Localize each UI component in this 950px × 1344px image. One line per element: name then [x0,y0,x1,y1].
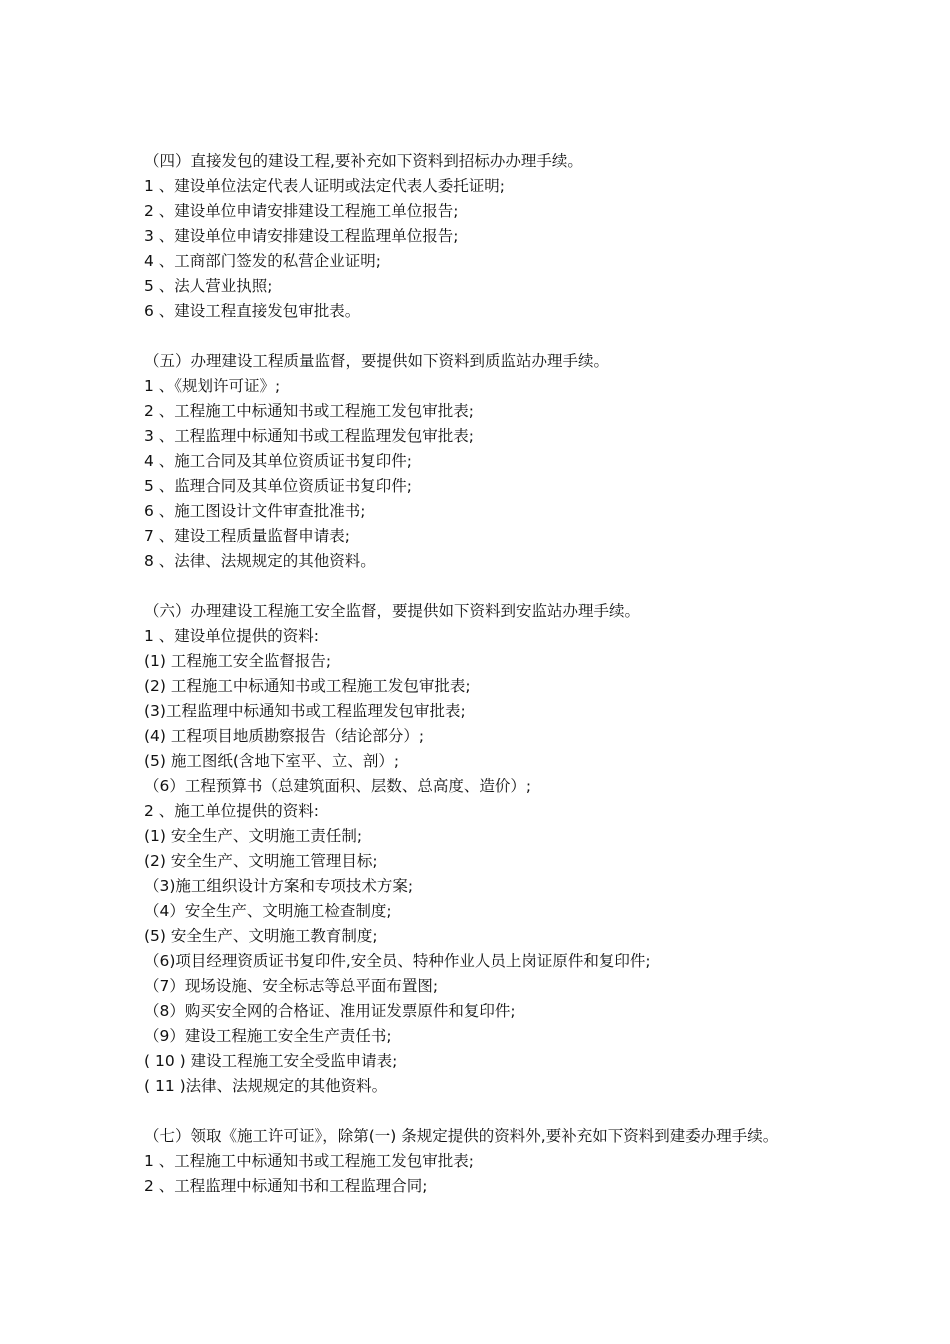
paragraph-gap [144,574,824,599]
list-item: （8）购买安全网的合格证、准用证发票原件和复印件; [144,1002,516,1020]
list-item: ( 10 ) 建设工程施工安全受监申请表; [144,1052,398,1070]
list-item: 1 、《规划许可证》; [144,377,281,395]
list-item: 3 、建设单位申请安排建设工程监理单位报告; [144,227,459,245]
section-heading-4: （四）直接发包的建设工程,要补充如下资料到招标办办理手续。 [144,152,583,170]
list-item: 2 、工程监理中标通知书和工程监理合同; [144,1177,428,1195]
list-item: （6)项目经理资质证书复印件,安全员、特种作业人员上岗证原件和复印件; [144,952,651,970]
list-item: （6）工程预算书（总建筑面积、层数、总高度、造价）; [144,777,532,795]
list-item: (4) 工程项目地质勘察报告（结论部分）; [144,727,425,745]
section-heading-5: （五）办理建设工程质量监督，要提供如下资料到质监站办理手续。 [144,352,610,370]
list-item: (1) 工程施工安全监督报告; [144,652,332,670]
list-item: 2 、建设单位申请安排建设工程施工单位报告; [144,202,459,220]
list-item: 5 、监理合同及其单位资质证书复印件; [144,477,413,495]
list-item: 4 、施工合同及其单位资质证书复印件; [144,452,413,470]
list-item: 3 、工程监理中标通知书或工程监理发包审批表; [144,427,475,445]
list-item: ( 11 )法律、法规规定的其他资料。 [144,1077,388,1095]
list-item: (3)工程监理中标通知书或工程监理发包审批表; [144,702,466,720]
document-body [144,149,824,1199]
section-heading-7: （七）领取《施工许可证》，除第(一) 条规定提供的资料外,要补充如下资料到建委办理手续。 [144,1127,779,1145]
list-item: 8 、法律、法规规定的其他资料。 [144,552,376,570]
list-item: （4）安全生产、文明施工检查制度; [144,902,392,920]
list-item: 2 、工程施工中标通知书或工程施工发包审批表; [144,402,475,420]
list-item: 4 、工商部门签发的私营企业证明; [144,252,382,270]
list-item: 7 、建设工程质量监督申请表; [144,527,351,545]
list-item: (5) 安全生产、文明施工教育制度; [144,927,378,945]
list-item: 1 、建设单位提供的资料: [144,627,320,645]
paragraph-gap [144,324,824,349]
list-item: （7）现场设施、安全标志等总平面布置图; [144,977,439,995]
list-item: （9）建设工程施工安全生产责任书; [144,1027,392,1045]
list-item: 2 、施工单位提供的资料: [144,802,320,820]
list-item: 1 、工程施工中标通知书或工程施工发包审批表; [144,1152,475,1170]
section-heading-6: （六）办理建设工程施工安全监督，要提供如下资料到安监站办理手续。 [144,602,641,620]
list-item: （3)施工组织设计方案和专项技术方案; [144,877,414,895]
list-item: 5 、法人营业执照; [144,277,273,295]
list-item: (2) 安全生产、文明施工管理目标; [144,852,378,870]
list-item: 6 、建设工程直接发包审批表。 [144,302,361,320]
list-item: (1) 安全生产、文明施工责任制; [144,827,363,845]
paragraph-gap [144,1099,824,1124]
list-item: (5) 施工图纸(含地下室平、立、剖）; [144,752,400,770]
list-item: (2) 工程施工中标通知书或工程施工发包审批表; [144,677,471,695]
list-item: 6 、施工图设计文件审查批准书; [144,502,366,520]
list-item: 1 、建设单位法定代表人证明或法定代表人委托证明; [144,177,506,195]
